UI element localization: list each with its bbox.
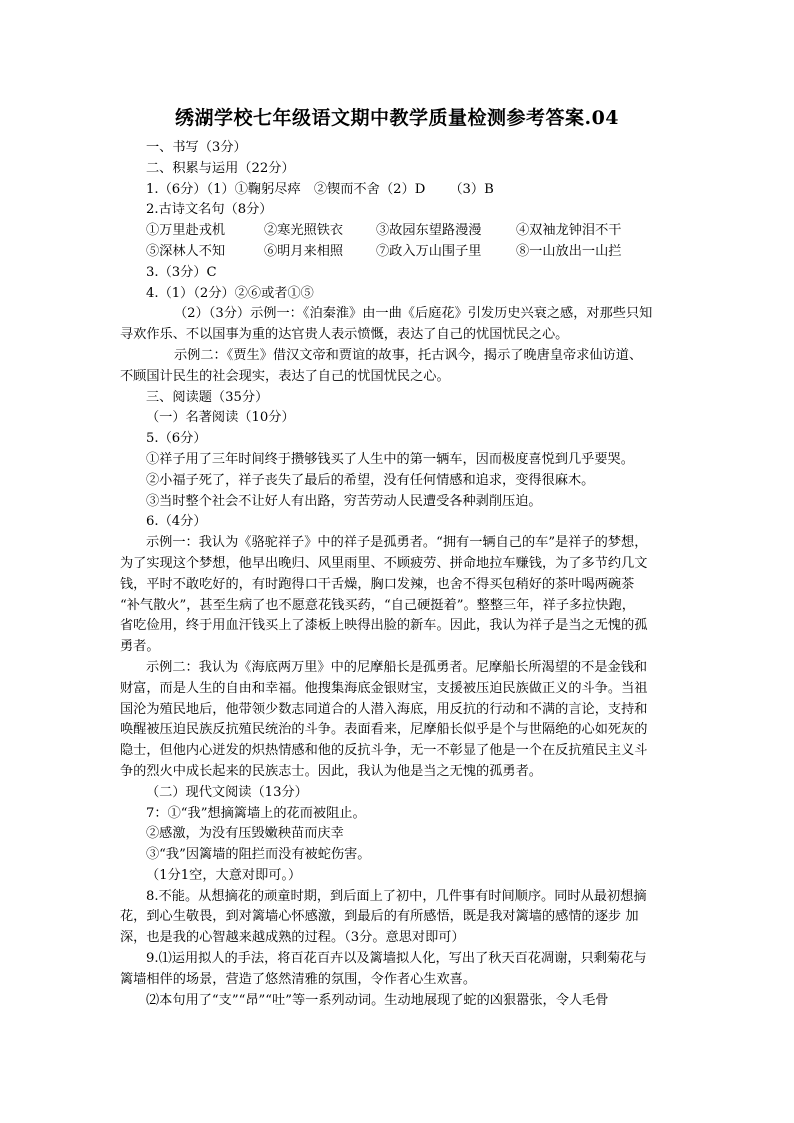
answer-line: 4.（1）（2分）②⑥或者①⑤	[146, 285, 314, 301]
answer-line: 篱墙相伴的场景，营造了悠然清雅的氛围，令作者心生欢喜。	[120, 971, 477, 987]
poem-answer: ①万里赴戎机	[146, 223, 226, 239]
answer-line: 省吃俭用，终于用血汗钱买上了漆板上映得出脸的新车。因此，我认为祥子是当之无愧的孤	[120, 618, 648, 634]
subsection-heading: （一）名著阅读（10分）	[146, 410, 295, 426]
answer-line: 财富，而是人生的自由和幸福。他搜集海底金银财宝，支援被压迫民族做正义的斗争。当祖	[120, 680, 648, 696]
answer-segment: 1.（6分）（1）①鞠躬尽瘁 ②锲而不舍	[146, 181, 380, 197]
answer-line: 示例二：《贾生》借汉文帝和贾谊的故事，托古讽今，揭示了晚唐皇帝求仙访道、	[174, 347, 643, 363]
answer-line: 勇者。	[120, 639, 160, 655]
answer-line: ②感激，为没有压毁嫩秧苗而庆幸	[146, 826, 344, 842]
answer-line: ③“我”因篱墙的阻拦而没有被蛇伤害。	[146, 847, 371, 863]
answer-line: （2）（3分）示例一：《泊秦淮》由一曲《后庭花》引发历史兴衰之感，对那些只知	[174, 306, 653, 322]
answer-line	[120, 180, 685, 201]
answer-line: 9.⑴运用拟人的手法，将百花百卉以及篱墙拟人化，写出了秋天百花凋谢，只剩菊花与	[146, 951, 647, 967]
poem-answer: ⑥明月来相照	[264, 243, 344, 259]
answer-line: （1分1空，大意对即可。）	[146, 867, 302, 883]
subsection-heading: （二）现代文阅读（13分）	[146, 784, 308, 800]
answer-line: 国沦为殖民地后，他带领少数志同道合的人潜入海底，用反抗的行动和不满的言论，支持和	[120, 701, 648, 717]
answer-line: 示例二：我认为《海底两万里》中的尼摩船长是孤勇者。尼摩船长所渴望的不是金钱和	[146, 659, 648, 675]
answer-line: 不顾国计民生的社会现实，表达了自己的忧国忧民之心。	[120, 368, 450, 384]
answer-line: 唤醒被压迫民族反抗殖民统治的斗争。表面看来，尼摩船长似乎是个与世隔绝的心如死灰的	[120, 722, 648, 738]
poem-answer: ⑦政入万山围子里	[376, 243, 482, 259]
page-title: 绣湖学校七年级语文期中教学质量检测参考答案.04	[174, 107, 620, 129]
poem-row	[120, 221, 685, 242]
answer-line: 隐士，但他内心迸发的炽热情感和他的反抗斗争，无一不彰显了他是一个在反抗殖民主义斗	[120, 743, 648, 759]
section-heading: 三、阅读题（35分）	[146, 389, 269, 405]
answer-line: ①祥子用了三年时间终于攒够钱买了人生中的第一辆车，因而极度喜悦到几乎要哭。	[146, 451, 634, 467]
answer-line: ③当时整个社会不让好人有出路，穷苦劳动人民遭受各种剥削压迫。	[146, 493, 542, 509]
answer-line: 8.不能。从想摘花的顽童时期，到后面上了初中，几件事有时间顺序。同时从最初想摘	[146, 888, 647, 904]
answer-line: 6.（4分）	[146, 514, 207, 530]
poem-row	[120, 242, 685, 263]
answer-line: 7：①“我”想摘篱墙上的花而被阻止。	[146, 805, 366, 821]
poem-answer: ⑧一山放出一山拦	[516, 243, 622, 259]
answer-segment: （2）D	[380, 181, 426, 197]
answer-line: 为了实现这个梦想，他早出晚归、风里雨里、不顾疲劳、拼命地拉车赚钱，为了多节约几文	[120, 555, 648, 571]
answer-line: 寻欢作乐、不以国事为重的达官贵人表示愤慨，表达了自己的忧国忧民之心。	[120, 327, 569, 343]
poem-answer: ②寒光照铁衣	[264, 223, 344, 239]
answer-line: ②小福子死了，祥子丧失了最后的希望，没有任何情感和追求，变得很麻木。	[146, 472, 595, 488]
answer-line: 5.（6分）	[146, 431, 207, 447]
poem-answer: ④双袖龙钟泪不干	[516, 223, 622, 239]
answer-line: 钱，平时不敢吃好的，有时跑得口干舌燥，胸口发辣，也舍不得买包稍好的茶叶喝两碗茶	[120, 576, 635, 592]
poem-answer: ⑤深林人不知	[146, 243, 226, 259]
answer-line: 2.古诗文名句（8分）	[146, 202, 273, 218]
answer-line: 争的烈火中成长起来的民族志士。因此，我认为他是当之无愧的孤勇者。	[120, 763, 542, 779]
answer-line: ⑵本句用了“支”“昂”“吐”等一系列动词。生动地展现了蛇的凶狠嚣张，令人毛骨	[146, 992, 609, 1008]
answer-line: 3.（3分）C	[146, 264, 217, 280]
answer-line: 花，到心生敬畏，到对篱墙心怀感激，到最后的有所感悟，既是我对篱墙的感情的逐步 加	[120, 909, 639, 925]
section-heading: 一、书写（3分）	[146, 140, 247, 155]
answer-line: 示例一：我认为《骆驼祥子》中的祥子是孤勇者。“拥有一辆自己的车”是祥子的梦想，	[146, 535, 648, 551]
answer-line: 深，也是我的心智越来越成熟的过程。（3分。意思对即可）	[120, 930, 465, 946]
answer-line: “补气散火”，甚至生病了也不愿意花钱买药，“自己硬挺着”。整整三年，祥子多拉快跑，	[120, 597, 635, 613]
answer-body	[120, 138, 685, 1011]
answer-segment: （3）B	[449, 181, 494, 197]
section-heading: 二、积累与运用（22分）	[146, 160, 295, 176]
poem-answer: ③故园东望路漫漫	[376, 223, 482, 239]
